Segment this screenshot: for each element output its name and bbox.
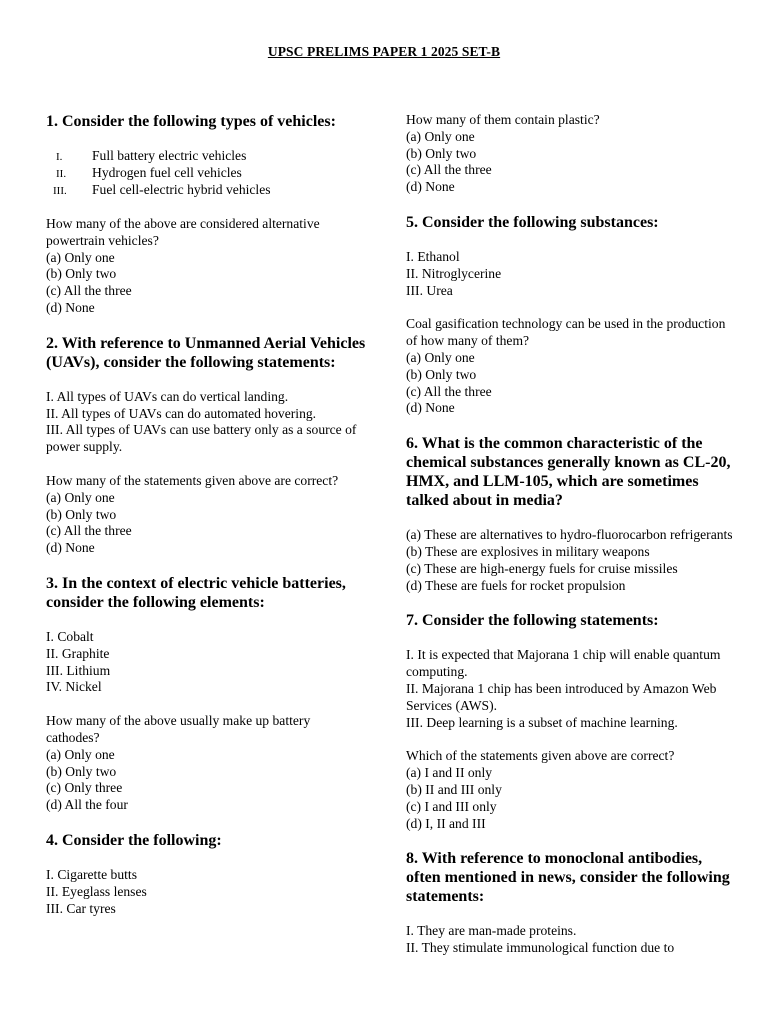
right-column: [406, 112, 736, 957]
question-1-heading: 1. Consider the following types of vehicles:: [46, 113, 336, 130]
question-4-continued: [406, 112, 736, 196]
statement: I. All types of UAVs can do vertical landing.: [46, 388, 289, 404]
question-1-items: [46, 148, 366, 199]
option-d: (d) None: [46, 540, 95, 556]
question-6: [406, 434, 736, 594]
option-b: (b) Only two: [46, 763, 117, 779]
question-4-heading: 4. Consider the following:: [46, 831, 222, 849]
question-5: [406, 213, 736, 417]
option-b: (b) II and III only: [406, 781, 502, 797]
question-3: [46, 574, 366, 814]
option-b: (b) Only two: [406, 366, 477, 382]
question-3-heading: 3. In the context of electric vehicle batteries, consider the following elements:: [46, 574, 346, 611]
option-b: (b) Only two: [46, 266, 117, 282]
left-column: [46, 112, 366, 917]
list-item: [46, 148, 366, 165]
statement: III. Urea: [406, 282, 453, 298]
option-d: (d) I, II and III: [406, 815, 486, 831]
option-b: (b) Only two: [406, 145, 477, 161]
statement: II. Eyeglass lenses: [46, 883, 147, 899]
list-item-text: Full battery electric vehicles: [92, 148, 247, 163]
list-item: [46, 165, 366, 182]
statement: I. Cobalt: [46, 628, 94, 644]
page-title: UPSC PRELIMS PAPER 1 2025 SET-B: [267, 44, 501, 59]
option-a: (a) These are alternatives to hydro-fluorocarbon refrigerants: [406, 527, 733, 543]
statement: II. They stimulate immunological function due to: [406, 940, 675, 956]
list-item-number: I.: [56, 151, 63, 163]
statement: I. Cigarette butts: [46, 866, 137, 882]
question-5-heading: 5. Consider the following substances:: [406, 213, 659, 231]
option-a: (a) Only one: [406, 128, 475, 144]
statement: I. It is expected that Majorana 1 chip will enable quantum computing.: [406, 647, 721, 680]
option-b: (b) Only two: [46, 506, 117, 522]
question-3-stem: How many of the above usually make up battery cathodes?: [46, 713, 311, 745]
question-1: [46, 112, 366, 317]
list-item-number: II.: [56, 168, 67, 180]
question-7-stem: Which of the statements given above are correct?: [406, 748, 675, 764]
statement: I. They are man-made proteins.: [406, 923, 577, 939]
question-7-heading: 7. Consider the following statements:: [406, 612, 659, 630]
option-d: (d) All the four: [46, 797, 128, 813]
list-item-number: III.: [53, 185, 67, 197]
option-d: (d) None: [406, 179, 455, 195]
option-c: (c) All the three: [406, 383, 492, 399]
question-4: [46, 831, 366, 917]
question-5-stem: Coal gasification technology can be used in the production of how many of them?: [406, 316, 726, 349]
statement: II. Graphite: [46, 645, 110, 661]
question-2: [46, 334, 366, 557]
statement: III. Car tyres: [46, 900, 116, 916]
statement: II. Nitroglycerine: [406, 265, 502, 281]
option-a: (a) Only one: [406, 349, 475, 365]
question-8: [406, 849, 736, 957]
option-d: (d) These are fuels for rocket propulsion: [406, 577, 626, 593]
question-4-stem: How many of them contain plastic?: [406, 112, 600, 127]
option-c: (c) I and III only: [406, 798, 497, 814]
statement: I. Ethanol: [406, 248, 460, 264]
statement: III. Deep learning is a subset of machine learning.: [406, 714, 678, 730]
question-6-heading: 6. What is the common characteristic of the chemical substances generally known as CL-20, HMX, and LLM-105, which are sometimes talked about in media?: [406, 435, 731, 510]
option-d: (d) None: [406, 400, 455, 416]
option-c: (c) All the three: [406, 162, 492, 178]
option-c: (c) All the three: [46, 283, 132, 299]
question-1-stem: How many of the above are considered alternative powertrain vehicles?: [46, 216, 320, 248]
statement: III. All types of UAVs can use battery only as a source of power supply.: [46, 422, 357, 455]
statement: II. Majorana 1 chip has been introduced by Amazon Web Services (AWS).: [406, 680, 717, 713]
option-c: (c) All the three: [46, 523, 132, 539]
option-d: (d) None: [46, 299, 95, 315]
option-b: (b) These are explosives in military weapons: [406, 543, 650, 559]
question-7: [406, 611, 736, 832]
option-c: (c) Only three: [46, 780, 123, 796]
question-2-heading: 2. With reference to Unmanned Aerial Vehicles (UAVs), consider the following statements:: [46, 334, 366, 371]
question-8-heading: 8. With reference to monoclonal antibodies, often mentioned in news, consider the following statements:: [406, 850, 730, 906]
statement: II. All types of UAVs can do automated hovering.: [46, 405, 317, 421]
list-item-text: Hydrogen fuel cell vehicles: [92, 165, 242, 180]
list-item-text: Fuel cell-electric hybrid vehicles: [92, 182, 271, 197]
statement: III. Lithium: [46, 662, 111, 678]
option-a: (a) Only one: [46, 489, 115, 505]
option-a: (a) Only one: [46, 249, 115, 265]
option-a: (a) Only one: [46, 746, 115, 762]
list-item: [46, 182, 366, 199]
question-2-stem: How many of the statements given above are correct?: [46, 472, 339, 488]
option-a: (a) I and II only: [406, 765, 493, 781]
statement: IV. Nickel: [46, 679, 102, 695]
option-c: (c) These are high-energy fuels for cruise missiles: [406, 560, 678, 576]
